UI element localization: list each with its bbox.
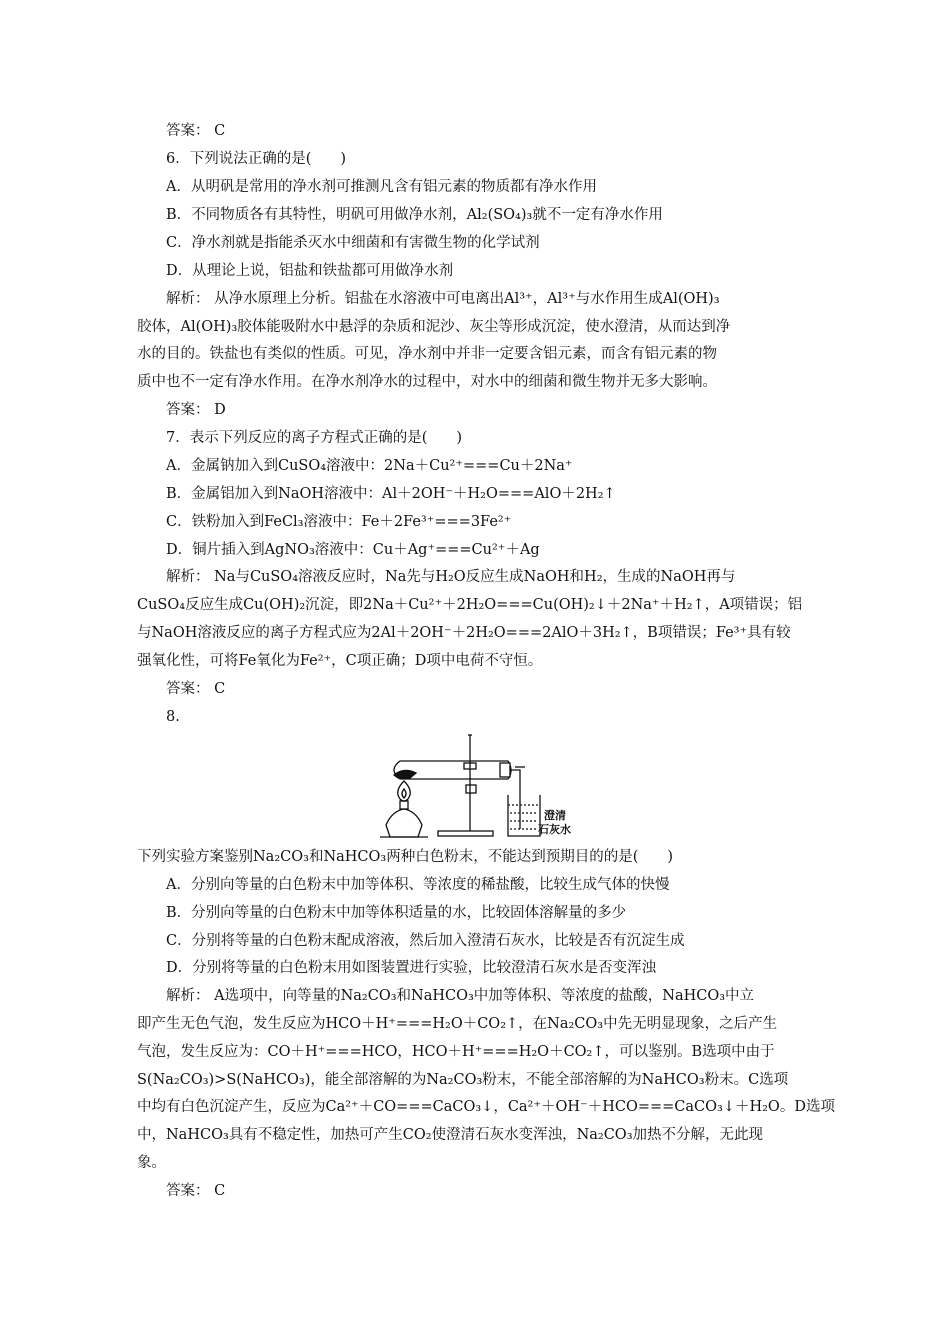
apparatus-diagram [380, 733, 575, 843]
answer-8: 答案： C [166, 1183, 226, 1199]
q7-option-c: C．铁粉加入到FeCl₃溶液中：Fe＋2Fe³⁺===3Fe²⁺ [166, 514, 512, 530]
q7-analysis-2: CuSO₄反应生成Cu(OH)₂沉淀，即2Na＋Cu²⁺＋2H₂O===Cu(OH)₂↓＋2Na⁺＋H₂↑，A项错误；铝 [137, 597, 803, 613]
q7-option-b: B．金属铝加入到NaOH溶液中：Al＋2OH⁻＋H₂O===AlO＋2H₂↑ [166, 486, 616, 502]
q7-option-a: A．金属钠加入到CuSO₄溶液中：2Na＋Cu²⁺===Cu＋2Na⁺ [166, 458, 573, 474]
q8-analysis-7: 象。 [137, 1155, 166, 1171]
answer-7: 答案： C [166, 681, 226, 697]
q7-analysis-3: 与NaOH溶液反应的离子方程式应为2Al＋2OH⁻＋2H₂O===2AlO＋3H₂↑，B项错误；Fe³⁺具有较 [137, 625, 791, 641]
q6-option-c: C．净水剂就是指能杀灭水中细菌和有害微生物的化学试剂 [166, 235, 540, 251]
answer-5: 答案： C [166, 123, 226, 139]
q6-option-a: A．从明矾是常用的净水剂可推测凡含有铝元素的物质都有净水作用 [166, 179, 597, 195]
q7-analysis-1: 解析： Na与CuSO₄溶液反应时，Na先与H₂O反应生成NaOH和H₂，生成的NaOH再与 [166, 569, 736, 585]
figure-label-line2: 石灰水 [538, 823, 571, 836]
q8-option-c: C．分别将等量的白色粉末配成溶液，然后加入澄清石灰水，比较是否有沉淀生成 [166, 933, 685, 949]
q8-analysis-4: S(Na₂CO₃)>S(NaHCO₃)，能全部溶解的为Na₂CO₃粉末，不能全部溶解的为NaHCO₃粉末。C选项 [137, 1072, 789, 1088]
question-8-stem: 下列实验方案鉴别Na₂CO₃和NaHCO₃两种白色粉末，不能达到预期目的的是( ) [137, 849, 674, 865]
q7-option-d: D．铜片插入到AgNO₃溶液中：Cu＋Ag⁺===Cu²⁺＋Ag [166, 542, 540, 558]
q6-analysis-4: 质中也不一定有净水作用。在净水剂净水的过程中，对水中的细菌和微生物并无多大影响。 [137, 374, 717, 390]
question-6-stem: 6．下列说法正确的是( ) [166, 151, 347, 167]
q8-option-b: B．分别向等量的白色粉末中加等体积适量的水，比较固体溶解量的多少 [166, 905, 627, 921]
q8-analysis-3: 气泡，发生反应为：CO＋H⁺===HCO，HCO＋H⁺===H₂O＋CO₂↑，可以鉴别。B选项中由于 [137, 1044, 775, 1060]
question-8-number: 8. [166, 709, 180, 725]
q7-analysis-4: 强氧化性，可将Fe氧化为Fe²⁺，C项正确；D项中电荷不守恒。 [137, 653, 543, 669]
q6-option-b: B．不同物质各有其特性，明矾可用做净水剂，Al₂(SO₄)₃就不一定有净水作用 [166, 207, 663, 223]
answer-6: 答案： D [166, 402, 226, 418]
q8-analysis-5: 中均有白色沉淀产生，反应为Ca²⁺＋CO===CaCO₃↓，Ca²⁺＋OH⁻＋HCO===CaCO₃↓＋H₂O。D选项 [137, 1099, 835, 1115]
q6-analysis-3: 水的目的。铁盐也有类似的性质。可见，净水剂中并非一定要含铝元素，而含有铝元素的物 [137, 346, 717, 362]
q6-analysis-1: 解析： 从净水原理上分析。铝盐在水溶液中可电离出Al³⁺，Al³⁺与水作用生成Al(OH)₃ [166, 291, 720, 307]
apparatus-figure [380, 733, 575, 843]
question-7-stem: 7．表示下列反应的离子方程式正确的是( ) [166, 430, 463, 446]
q8-analysis-2: 即产生无色气泡，发生反应为HCO＋H⁺===H₂O＋CO₂↑，在Na₂CO₃中先无明显现象，之后产生 [137, 1016, 778, 1032]
q8-option-a: A．分别向等量的白色粉末中加等体积、等浓度的稀盐酸，比较生成气体的快慢 [166, 877, 670, 893]
q8-analysis-6: 中，NaHCO₃具有不稳定性，加热可产生CO₂使澄清石灰水变浑浊，Na₂CO₃加热不分解，无此现 [137, 1127, 764, 1143]
q6-option-d: D．从理论上说，铝盐和铁盐都可用做净水剂 [166, 263, 454, 279]
q6-analysis-2: 胶体，Al(OH)₃胶体能吸附水中悬浮的杂质和泥沙、灰尘等形成沉淀，使水澄清，从而达到净 [137, 319, 731, 335]
q8-analysis-1: 解析： A选项中，向等量的Na₂CO₃和NaHCO₃中加等体积、等浓度的盐酸，NaHCO₃中立 [166, 988, 755, 1004]
figure-label-line1: 澄清 [544, 809, 566, 822]
q8-option-d: D．分别将等量的白色粉末用如图装置进行实验，比较澄清石灰水是否变浑浊 [166, 960, 657, 976]
